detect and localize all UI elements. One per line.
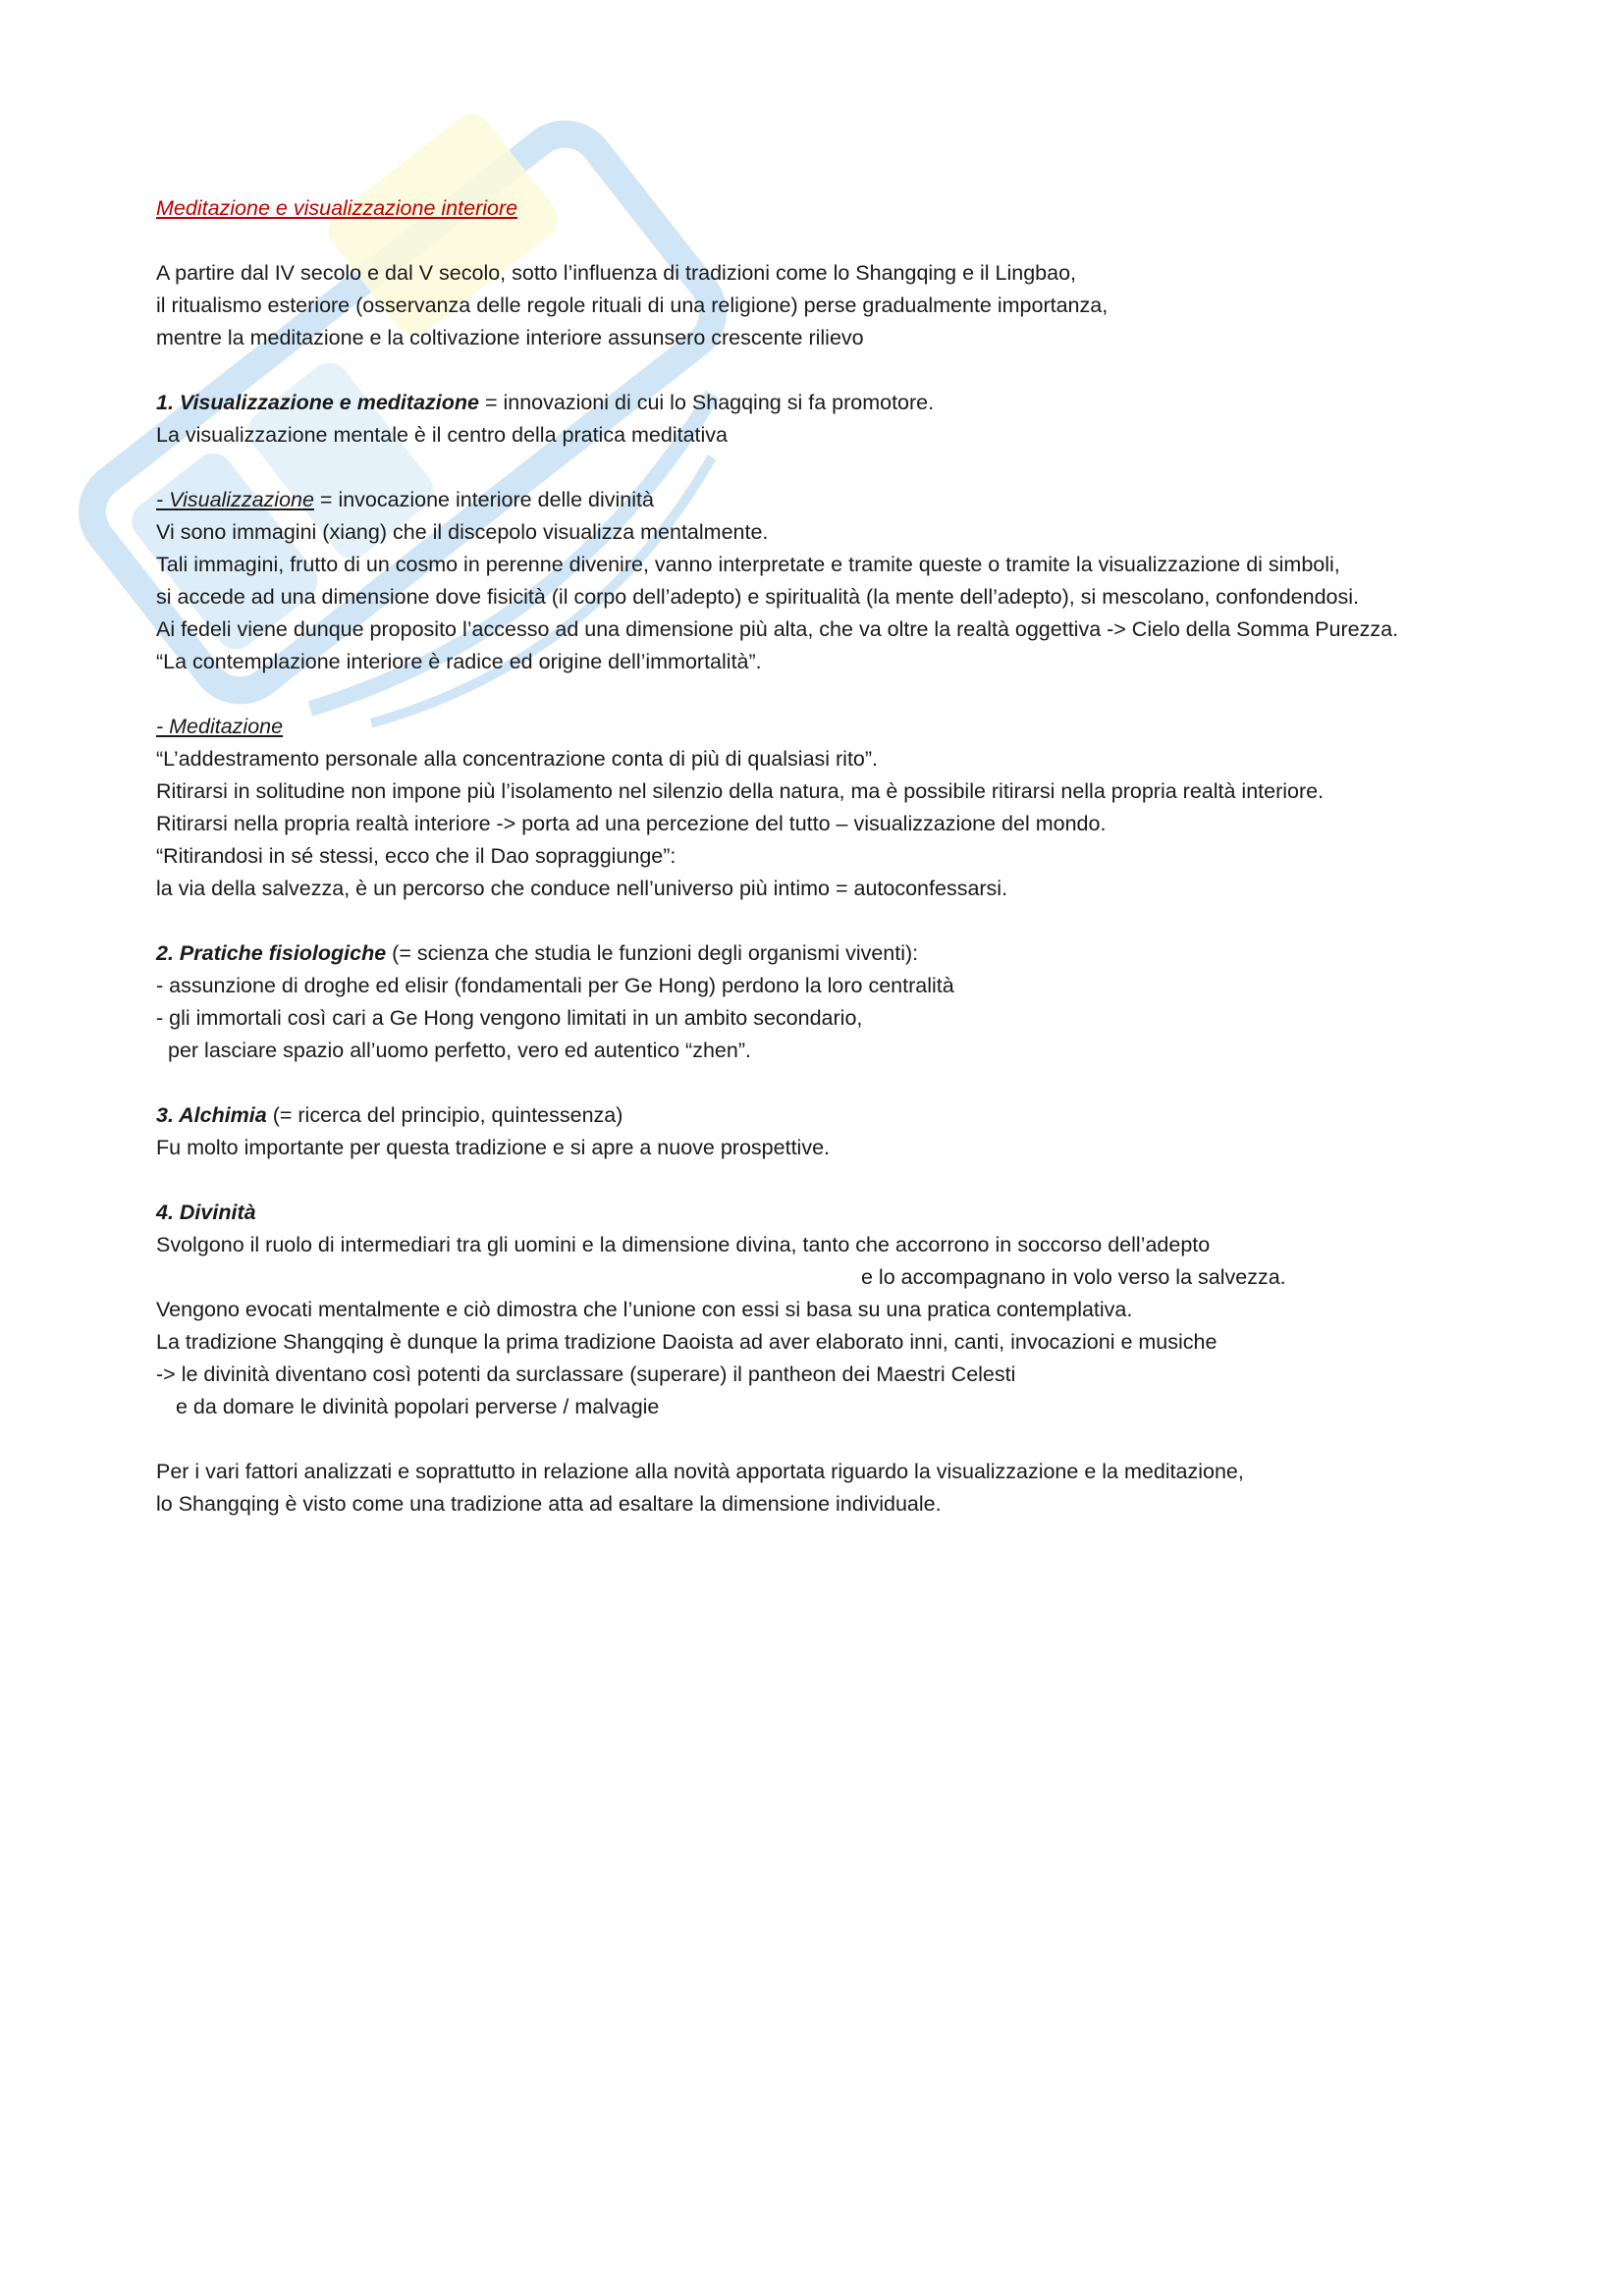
meditazione-line: “L’addestramento personale alla concentrazione conta di più di qualsiasi rito”.	[156, 747, 879, 771]
section-2-indented-line: per lasciare spazio all’uomo perfetto, vero ed autentico “zhen”.	[168, 1039, 751, 1062]
section-2-line: - gli immortali così cari a Ge Hong vengono limitati in un ambito secondario,	[156, 1006, 863, 1030]
document-body	[156, 192, 1511, 1553]
section-4-indented-line: e da domare le divinità popolari perverse / malvagie	[176, 1395, 660, 1418]
section-2-line: - assunzione di droghe ed elisir (fondamentali per Ge Hong) perdono la loro centralità	[156, 974, 954, 997]
section-2	[156, 937, 1511, 1067]
visualizzazione-line: “La contemplazione interiore è radice ed origine dell’immortalità”.	[156, 650, 762, 673]
visualizzazione-section	[156, 484, 1511, 678]
section-2-heading: 2. Pratiche fisiologiche	[156, 941, 387, 965]
section-2-heading-line	[156, 937, 1511, 970]
section-3-heading-line	[156, 1099, 1511, 1132]
intro-paragraph	[156, 257, 1511, 354]
visualizzazione-line: Vi sono immagini (xiang) che il discepolo visualizza mentalmente.	[156, 520, 769, 544]
section-1-heading-rest: = innovazioni di cui lo Shagqing si fa promotore.	[478, 391, 935, 414]
meditazione-line: la via della salvezza, è un percorso che conduce nell’universo più intimo = autoconfessarsi.	[156, 877, 1008, 900]
section-1-text: La visualizzazione mentale è il centro della pratica meditativa	[156, 423, 729, 447]
section-3-text: Fu molto importante per questa tradizione e si apre a nuove prospettive.	[156, 1136, 830, 1159]
conclusion-line: lo Shangqing è visto come una tradizione atta ad esaltare la dimensione individuale.	[156, 1492, 942, 1516]
conclusion-paragraph	[156, 1456, 1511, 1521]
section-1	[156, 387, 1511, 452]
visualizzazione-heading-rest: = invocazione interiore delle divinità	[313, 488, 654, 511]
page-title: Meditazione e visualizzazione interiore	[156, 196, 518, 220]
visualizzazione-heading: - Visualizzazione	[156, 488, 314, 511]
meditazione-line: Ritirarsi in solitudine non impone più l’isolamento nel silenzio della natura, ma è possibile ritirarsi nella propria realtà interiore.	[156, 779, 1325, 803]
visualizzazione-line: si accede ad una dimensione dove fisicità (il corpo dell’adepto) e spiritualità (la mente dell’adepto), si mescolano, confondendosi.	[156, 585, 1360, 609]
intro-line: mentre la meditazione e la coltivazione interiore assunsero crescente rilievo	[156, 326, 864, 349]
section-1-heading: 1. Visualizzazione e meditazione	[156, 391, 479, 414]
section-3-heading-rest: (= ricerca del principio, quintessenza)	[266, 1103, 623, 1127]
meditazione-line: Ritirarsi nella propria realtà interiore -> porta ad una percezione del tutto – visualizzazione del mondo.	[156, 812, 1107, 835]
section-4-line: -> le divinità diventano così potenti da surclassare (superare) il pantheon dei Maestri Celesti	[156, 1362, 1016, 1386]
visualizzazione-heading-line	[156, 484, 1511, 516]
section-4-continuation-line: e lo accompagnano in volo verso la salvezza.	[861, 1265, 1286, 1289]
section-3-heading: 3. Alchimia	[156, 1103, 267, 1127]
visualizzazione-line: Tali immagini, frutto di un cosmo in perenne divenire, vanno interpretate e tramite queste o tramite la visualizzazione di simboli,	[156, 553, 1340, 576]
section-4-line: Vengono evocati mentalmente e ciò dimostra che l’unione con essi si basa su una pratica contemplativa.	[156, 1298, 1133, 1321]
intro-line: A partire dal IV secolo e dal V secolo, sotto l’influenza di tradizioni come lo Shangqing e il Lingbao,	[156, 261, 1077, 285]
meditazione-line: “Ritirandosi in sé stessi, ecco che il Dao sopraggiunge”:	[156, 844, 677, 868]
meditazione-section	[156, 711, 1511, 905]
section-3	[156, 1099, 1511, 1164]
section-1-heading-line	[156, 387, 1511, 419]
section-4	[156, 1197, 1511, 1423]
meditazione-heading: - Meditazione	[156, 715, 284, 738]
visualizzazione-line: Ai fedeli viene dunque proposito l’accesso ad una dimensione più alta, che va oltre la realtà oggettiva -> Cielo della Somma Purezza.	[156, 617, 1399, 641]
section-4-line: Svolgono il ruolo di intermediari tra gli uomini e la dimensione divina, tanto che accorrono in soccorso dell’adepto	[156, 1233, 1211, 1256]
section-4-heading: 4. Divinità	[156, 1201, 256, 1224]
intro-line: il ritualismo esteriore (osservanza delle regole rituali di una religione) perse gradualmente importanza,	[156, 294, 1109, 317]
section-4-line: La tradizione Shangqing è dunque la prima tradizione Daoista ad aver elaborato inni, canti, invocazioni e musiche	[156, 1330, 1218, 1354]
conclusion-line: Per i vari fattori analizzati e soprattutto in relazione alla novità apportata riguardo la visualizzazione e la meditazione,	[156, 1460, 1244, 1483]
section-2-heading-rest: (= scienza che studia le funzioni degli organismi viventi):	[386, 941, 919, 965]
